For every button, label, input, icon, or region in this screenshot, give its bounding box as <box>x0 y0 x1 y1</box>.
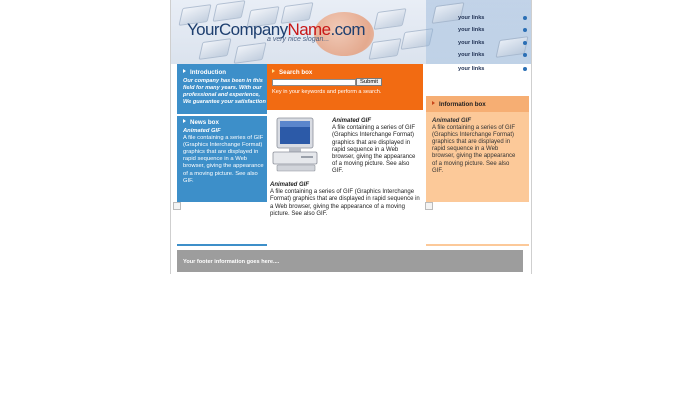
computer-icon <box>271 116 321 174</box>
search-box-title <box>272 69 312 76</box>
arrow-bullet-icon <box>183 119 186 123</box>
keyboard-key-graphic <box>373 8 406 30</box>
article-item <box>332 118 420 176</box>
page-frame <box>170 0 532 274</box>
news-item-text: A file containing a series of GIF (Graphics Interchange Format) graphics that are displayed in rapid sequence in a Web browser, giving the appearance of a moving picture. See also GIF. <box>183 135 264 184</box>
introduction-text: Our company has been in this field for many years. With our professional and experience, We guarantee your satisfaction <box>183 78 266 105</box>
top-link-label: your links <box>458 15 485 21</box>
top-link-label: your links <box>458 66 485 72</box>
search-box-title-text: Search box <box>279 69 313 76</box>
logo-name: Name <box>287 20 331 39</box>
slogan: a very nice slogan... <box>267 36 330 43</box>
article-item-title[interactable]: Animated GIF <box>332 118 372 124</box>
top-link[interactable] <box>458 40 484 46</box>
broken-image-icon <box>173 202 181 210</box>
article-item <box>270 182 422 218</box>
arrow-bullet-icon <box>432 101 435 105</box>
news-item-title[interactable]: Animated GIF <box>183 128 221 134</box>
introduction-title-text: Introduction <box>190 69 227 76</box>
top-link-label: your links <box>458 40 485 46</box>
search-hint: Key in your keywords and perform a search. <box>272 89 382 95</box>
arrow-bullet-icon <box>183 69 186 73</box>
logo-company: YourCompany <box>187 20 288 39</box>
news-box <box>177 116 267 202</box>
keyboard-key-graphic <box>198 38 231 60</box>
news-box-title-text: News box <box>190 119 219 126</box>
top-link[interactable] <box>458 15 484 21</box>
link-bullet-icon <box>523 53 527 57</box>
link-bullet-icon <box>523 28 527 32</box>
keyboard-key-graphic <box>233 42 266 64</box>
introduction-title <box>183 69 226 76</box>
footer-text: Your footer information goes here.... <box>183 259 280 265</box>
submit-button[interactable]: Submit <box>356 78 382 86</box>
article-item-text: A file containing a series of GIF (Graphics Interchange Format) graphics that are displayed in rapid sequence in a Web browser, giving the appearance of a moving picture. See also GIF. <box>332 125 416 175</box>
news-item <box>183 128 267 185</box>
header-banner <box>171 0 531 64</box>
information-item-title[interactable]: Animated GIF <box>432 118 472 124</box>
top-links-panel <box>426 0 531 64</box>
keyboard-key-graphic <box>368 38 401 60</box>
top-link[interactable] <box>458 52 484 58</box>
information-item-text: A file containing a series of GIF (Graphics Interchange Format) graphics that are displayed in rapid sequence in a Web browser, giving the appearance of a moving picture. See also GIF. <box>432 125 516 174</box>
footer <box>177 250 523 272</box>
information-item <box>432 118 522 175</box>
information-box-title <box>432 101 486 108</box>
arrow-bullet-icon <box>272 69 275 73</box>
search-input[interactable] <box>272 79 356 86</box>
logo-domain: .com <box>330 20 365 39</box>
article-item-text: A file containing a series of GIF (Graphics Interchange Format) graphics that are displayed in rapid sequence in a Web browser, giving the appearance of a moving picture. See also GIF. <box>270 189 420 217</box>
introduction-box <box>177 64 267 114</box>
divider <box>177 244 267 246</box>
top-link-label: your links <box>458 52 485 58</box>
main-content <box>267 110 423 217</box>
information-box-title-text: Information box <box>439 101 486 108</box>
search-box <box>267 64 423 110</box>
top-link-label: your links <box>458 27 485 33</box>
link-bullet-icon <box>523 16 527 20</box>
top-link[interactable] <box>458 27 484 33</box>
keyboard-key-graphic <box>212 0 245 22</box>
top-link[interactable] <box>458 66 484 72</box>
link-bullet-icon <box>523 41 527 45</box>
link-bullet-icon <box>523 67 527 71</box>
news-box-title <box>183 119 219 126</box>
divider <box>426 244 529 246</box>
information-box <box>426 96 529 202</box>
broken-image-icon <box>425 202 433 210</box>
article-item-title[interactable]: Animated GIF <box>270 182 310 188</box>
